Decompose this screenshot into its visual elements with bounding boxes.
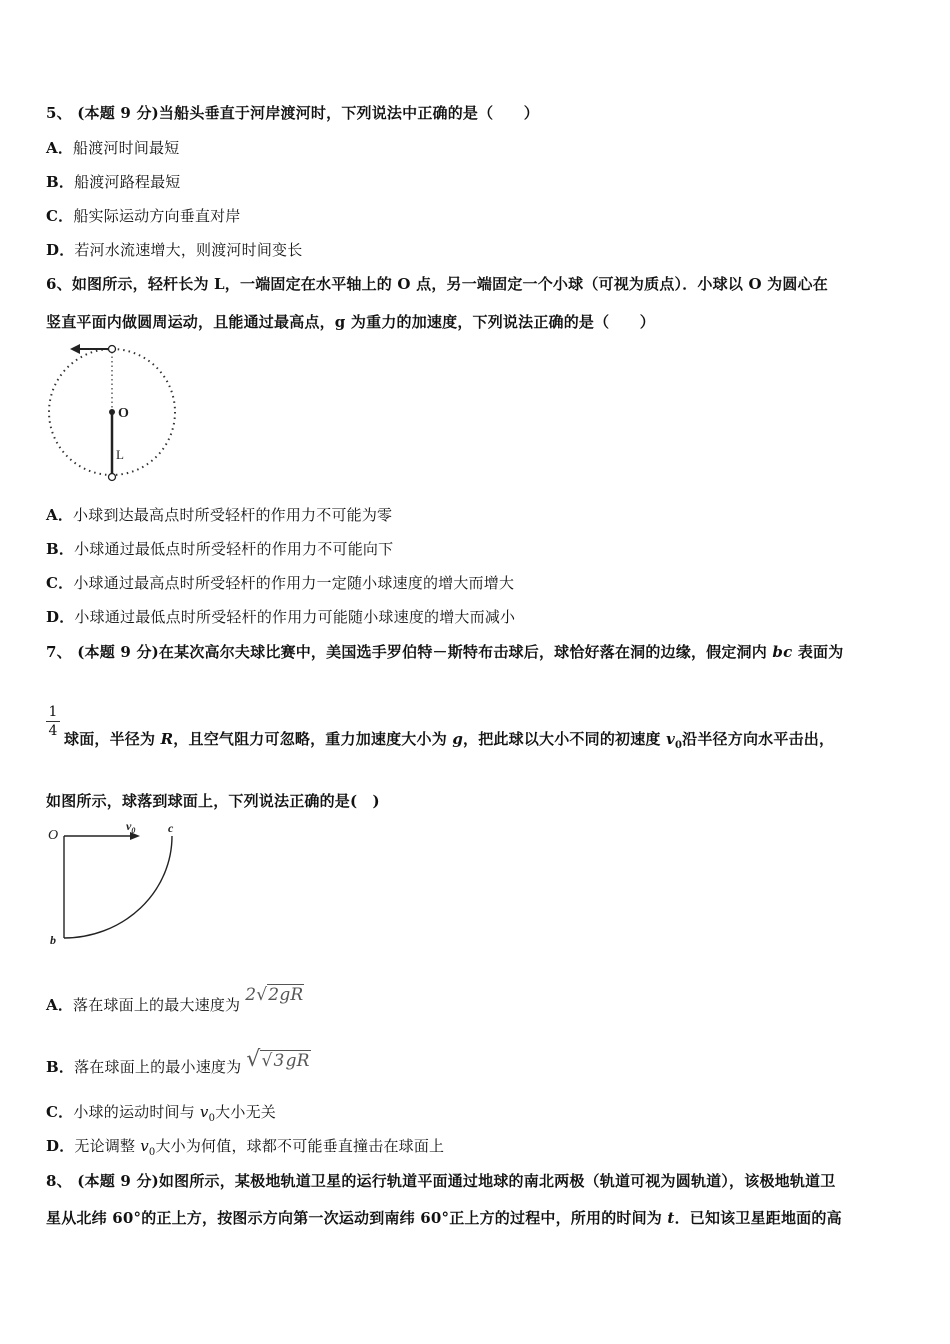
label-v-sub: 0 (131, 826, 136, 835)
option-text: 小球通过最高点时所受轻杆的作用力一定随小球速度的增大而增大 (73, 574, 515, 592)
option-text: 若河水流速增大，则渡河时间变长 (74, 241, 303, 259)
option-letter: D． (46, 608, 75, 626)
q8-stem-line1: 8、 (本题 9 分)如图所示，某极地轨道卫星的运行轨道平面通过地球的南北两极（轨道可视为圆轨道），该极地轨道卫 (46, 1172, 836, 1190)
label-l: L (116, 447, 124, 462)
label-o: O (118, 406, 129, 421)
outer-radicand (260, 1050, 310, 1071)
ball-bottom (109, 474, 116, 481)
option-letter: A． (46, 139, 74, 157)
option-text: 大小无关 (215, 1103, 276, 1121)
fraction-denominator: 4 (48, 723, 58, 739)
text: ，且空气阻力可忽略，重力加速度大小为 (173, 730, 453, 748)
math-expression (245, 985, 304, 1005)
text: 球面，半径为 (64, 730, 161, 748)
outer-radical-sign: √ (246, 1047, 261, 1072)
option-letter: B． (46, 1058, 75, 1076)
radicand-coef: 2 (268, 985, 280, 1005)
var-bc: bc (772, 643, 793, 661)
q7-stem-text-end: 表面为 (792, 643, 844, 661)
option-letter: B． (46, 173, 75, 191)
text: 沿半径方向水平击出， (682, 730, 835, 748)
option-text: 无论调整 (74, 1137, 141, 1155)
option-letter: C． (46, 574, 74, 592)
q7-figure-quarter-sphere (44, 818, 194, 953)
q5-option-c (46, 205, 241, 226)
option-letter: B． (46, 540, 75, 558)
q5-option-d (46, 239, 302, 260)
velocity-arrow-head (70, 344, 80, 354)
option-letter: D． (46, 241, 75, 259)
q7-stem-line3: 如图所示，球落到球面上，下列说法正确的是( ) (46, 792, 380, 810)
q5-option-a (46, 137, 179, 158)
label-v0 (126, 819, 135, 835)
option-text: 小球通过最低点时所受轻杆的作用力不可能向下 (74, 540, 394, 558)
coefficient: 2 (245, 985, 257, 1005)
q6-figure-circle-rod (40, 340, 185, 490)
q6-option-d (46, 606, 515, 627)
q7-option-d (46, 1135, 444, 1158)
quarter-arc-bc (64, 836, 172, 938)
subscript: 0 (208, 1113, 216, 1124)
label-c: c (168, 821, 174, 835)
var-g: g (452, 730, 464, 748)
q7-stem-text: 7、 (本题 9 分)在某次高尔夫球比赛中，美国选手罗伯特－斯特布击球后，球恰好落在洞的边缘，假定洞内 (46, 643, 773, 661)
q5-option-b (46, 171, 181, 192)
q7-stem-line2 (64, 728, 834, 751)
q7-option-b (46, 1047, 311, 1078)
option-text: 小球通过最低点时所受轻杆的作用力可能随小球速度的增大而减小 (74, 608, 516, 626)
pivot-point (109, 409, 115, 415)
text: ．已知该卫星距地面的高 (674, 1209, 842, 1227)
text: ，把此球以大小不同的初速度 (463, 730, 667, 748)
q7-option-a (46, 985, 304, 1015)
radicand-var: gR (279, 985, 304, 1005)
label-b: b (50, 933, 56, 947)
q8-stem-line2 (46, 1207, 842, 1228)
radicand (267, 984, 304, 1005)
option-text: 落在球面上的最小速度为 (74, 1058, 242, 1076)
option-letter: C． (46, 207, 74, 225)
label-o: O (48, 828, 59, 843)
q7-option-c (46, 1101, 276, 1124)
ball-top (109, 346, 116, 353)
option-text: 小球的运动时间与 (73, 1103, 200, 1121)
var-v: v (140, 1137, 149, 1155)
option-text: 小球到达最高点时所受轻杆的作用力不可能为零 (73, 506, 393, 524)
option-letter: A． (46, 506, 74, 524)
inner-radical-sign: √ (261, 1051, 273, 1071)
label-v: v (126, 819, 132, 833)
radical-sign: √ (256, 985, 268, 1005)
var-t: t (667, 1209, 675, 1227)
text: 星从北纬 60°的正上方，按图示方向第一次运动到南纬 60°正上方的过程中，所用的时间为 (46, 1209, 668, 1227)
var-v: v (666, 730, 675, 748)
q5-stem: 5、 (本题 9 分)当船头垂直于河岸渡河时，下列说法中正确的是（ ） (46, 104, 539, 122)
fraction-numerator: 1 (46, 703, 60, 722)
inner-radicand: 3 (273, 1051, 285, 1071)
math-expression (246, 1047, 310, 1072)
option-text: 船渡河路程最短 (74, 173, 181, 191)
fraction-one-quarter (46, 703, 60, 740)
q6-option-b (46, 538, 393, 559)
option-letter: C． (46, 1103, 74, 1121)
q6-stem-line1: 6、如图所示，轻杆长为 L，一端固定在水平轴上的 O 点，另一端固定一个小球（可视为质点）．小球以 O 为圆心在 (46, 275, 828, 293)
subscript: 0 (674, 740, 683, 751)
option-text: 船实际运动方向垂直对岸 (73, 207, 241, 225)
option-letter: A． (46, 996, 74, 1014)
q6-option-a (46, 504, 392, 525)
option-text: 落在球面上的最大速度为 (73, 996, 241, 1014)
var-r: R (160, 730, 174, 748)
q6-option-c (46, 572, 514, 593)
q6-stem-line2: 竖直平面内做圆周运动，且能通过最高点，g 为重力的加速度，下列说法正确的是（ ） (46, 313, 655, 331)
subscript: 0 (148, 1147, 156, 1158)
radicand-var: gR (285, 1051, 310, 1071)
option-letter: D． (46, 1137, 75, 1155)
option-text: 船渡河时间最短 (73, 139, 180, 157)
q7-stem-line1 (46, 641, 843, 662)
var-v: v (199, 1103, 209, 1121)
option-text: 大小为何值，球都不可能垂直撞击在球面上 (155, 1137, 445, 1155)
